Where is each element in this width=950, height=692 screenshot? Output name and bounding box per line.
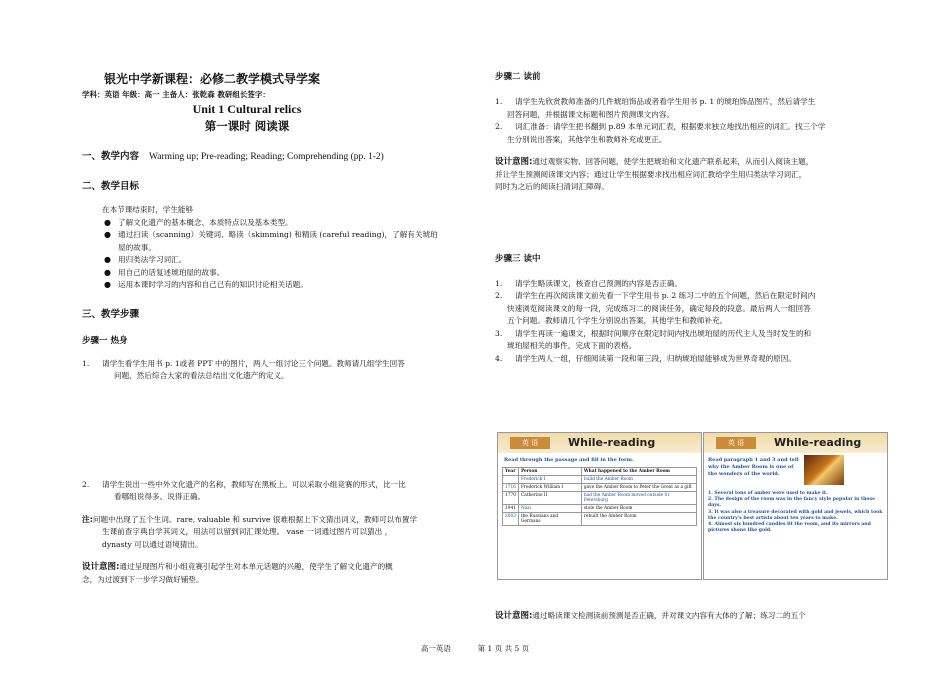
section-goals-title: 二、教学目标 <box>82 181 140 192</box>
footer-page-number: 第 1 页 共 5 页 <box>477 644 530 653</box>
slide-banner <box>704 433 887 453</box>
step3-item-1: 1. 请学生略读课文，核查自己预测的内容是否正确。 <box>495 278 683 288</box>
page-footer <box>0 643 950 654</box>
slide-tag: 英 语 <box>510 437 550 449</box>
goals-intro: 在本节课结束时，学生能够 <box>102 205 194 214</box>
slide-banner <box>498 433 701 453</box>
doc-title: 银光中学新课程：必修二教学模式导学案 <box>103 72 320 86</box>
section-steps-title: 三、教学步骤 <box>82 308 140 320</box>
table-header-row: Year Person What happened to the Amber Room <box>503 468 697 476</box>
slide-instruction: Read through the passage and fill in the form. <box>504 457 634 463</box>
bullet-icon: ● <box>104 230 111 239</box>
step2-item-2-cont: 生分别说出答案，其他学生和教师补充或更正。 <box>507 134 667 144</box>
step2-item-1: 1. 请学生先欣赏教师准备的几件琥珀饰品或者看学生用书 p. 1 的琥珀饰品图片，然后请学生 <box>495 97 816 106</box>
section-content-title: 一、教学内容 <box>82 151 140 162</box>
step1-item-1-cont: 问题，然后综合大家的看法总结出文化遗产的定义。 <box>114 371 289 380</box>
list-item: 2. The design of the room was in the fancy style popular in those days. <box>708 497 875 509</box>
step1-note-cont: 生课前查字典自学其词义，用法可以留到词汇课处理。 vase 一词通过图片可以猜出 ， <box>102 527 393 536</box>
list-item: 1. Several tons of amber were used to make it. <box>708 491 828 496</box>
unit-title: Unit 1 Cultural relics <box>192 102 302 116</box>
slide-title: While-reading <box>568 436 656 449</box>
goal-item-continued: 屋的故事。 <box>118 242 156 252</box>
step1-design: 设计意图:通过呈现图片和小组竞赛引起学生对本单元话题的兴趣，使学生了解文化遗产的概 <box>82 562 393 572</box>
slide-instruction: Read paragraph 1 and 3 and tell why the Amber Room is one of the wonders of the world. <box>708 457 799 477</box>
step2-design-cont: 同时为之后的阅读扫清词汇障碍。 <box>495 182 609 191</box>
step3-title: 步骤三 读中 <box>495 253 541 264</box>
step1-title: 步骤一 热身 <box>82 335 128 346</box>
bullet-icon: ● <box>104 280 111 289</box>
goal-item: ● 了解文化遗产的基本概念、本质特点以及基本类型。 <box>82 217 482 230</box>
reasons-list <box>708 491 883 534</box>
step1-design-cont: 念，为过渡到下一步学习做好铺垫。 <box>82 574 204 584</box>
amber-room-table <box>502 467 697 526</box>
doc-meta: 学科：英语 年级：高一 主备人：张乾森 教研组长签字： <box>82 90 270 99</box>
step3-item-4: 4. 请学生两人一组，仔细阅读第一段和第三段，归纳琥珀屋能够成为世界奇观的原因。 <box>495 353 796 363</box>
step3-design: 设计意图:通过略读课文检测读前预测是否正确，并对课文内容有大体的了解；练习二的五个 <box>495 611 806 621</box>
step2-title: 步骤二 读前 <box>495 72 541 82</box>
table-row: 1716 Frederick William I gave the Amber Room to Peter the Great as a gift <box>503 484 697 492</box>
step3-item-2: 2. 请学生在再次阅读课文前先看一下学生用书 p. 2 练习二中的五个问题，然后在限定时间内 <box>495 291 816 300</box>
footer-subject: 高一英语 <box>420 644 451 653</box>
step2-item-1-cont: 回答问题，并根据课文标题和图片预测课文内容。 <box>507 109 675 119</box>
slide-title: While-reading <box>774 436 862 449</box>
section-content <box>82 148 482 162</box>
table-row: 1770 Catherine II had the Amber Room moved outside St Petersburg <box>503 492 697 505</box>
step2-design-cont: 并让学生预测阅读课文内容；通过让学生根据要求找出相应词汇教给学生用归类法学习词汇， <box>495 169 807 179</box>
bullet-icon: ● <box>104 267 111 277</box>
step3-item-3: 3. 请学生再读一遍课文，根据时间顺序在限定时间内找出琥珀屋的历代主人及当时发生的和 <box>495 328 812 338</box>
list-item: 4. Almost six hundred candles lit the room, and its mirrors and pictures shone like gold. <box>708 522 871 534</box>
left-column <box>82 70 482 586</box>
slide-tag: 英 语 <box>716 437 756 449</box>
goal-item: ● 通过扫读（scanning）关键词、略读（skimming) 和精读 (careful reading)，了解有关琥珀 <box>82 229 482 242</box>
step3-item-2-cont: 五个问题。教师请几个学生分别说出答案，其他学生和教师补充。 <box>507 316 728 325</box>
while-reading-table-slide <box>497 432 702 580</box>
table-row: Frederick I build the Amber Room <box>503 476 697 484</box>
table-row: 2003 the Russians and Germans rebuilt the Amber Room <box>503 513 697 526</box>
step1-item-2-cont: 看哪组说得多、说得正确。 <box>114 492 206 501</box>
while-reading-reasons-slide <box>703 432 888 580</box>
section-content-text: Warming up; Pre-reading; Reading; Comprehending (pp. 1-2) <box>149 152 384 162</box>
amber-room-photo <box>804 455 844 485</box>
lesson-title: 第一课时 阅读课 <box>204 119 290 133</box>
step1-item-2: 2. 请学生说出一些中外文化遗产的名称，教师写在黑板上。可以采取小组竞赛的形式，比一比 <box>82 479 406 489</box>
step1-note: 注:问题中出现了五个生词。rare, valuable 和 survive 很难根据上下文猜出词义，教师可以布置学 <box>82 514 418 524</box>
table-row: 1941 Nazi stole the Amber Room <box>503 505 697 513</box>
goal-item: ● 用归类法学习词汇。 <box>82 254 482 267</box>
step2-design: 设计意图:通过观察实物、回答问题，使学生把琥珀和文化遗产联系起来，从而引入阅读主题， <box>495 157 814 167</box>
step1-item-1: 1. 请学生看学生用书 p. 1或者 PPT 中的图片，两人一组讨论三个问题。教师请几组学生回答 <box>82 358 405 368</box>
right-column <box>495 70 890 365</box>
goal-item: ● 运用本课时学习的内容和自己已有的知识讨论相关话题。 <box>82 279 482 292</box>
step3-item-3-cont: 琥珀屋相关的事件，完成下面的表格。 <box>507 341 637 350</box>
step1-note-cont: dynasty 可以通过语境猜出。 <box>102 539 203 549</box>
bullet-icon: ● <box>104 255 111 264</box>
step3-item-2-cont: 快速浏览阅读课文的每一段，完成练习二的阅读任务，确定每段的段意。最后两人一组回答 <box>507 303 811 313</box>
bullet-icon: ● <box>104 217 111 227</box>
list-item: 3. It was also a treasure decorated with gold and jewels, which took the country's best artists about ten years to make. <box>708 509 883 521</box>
goal-item: ● 用自己的话复述琥珀屋的故事。 <box>82 267 482 280</box>
step2-item-2: 2. 词汇准备：请学生把书翻到 p.89 本单元词汇表，根据要求独立地找出相应的词汇。找三个学 <box>495 122 826 131</box>
